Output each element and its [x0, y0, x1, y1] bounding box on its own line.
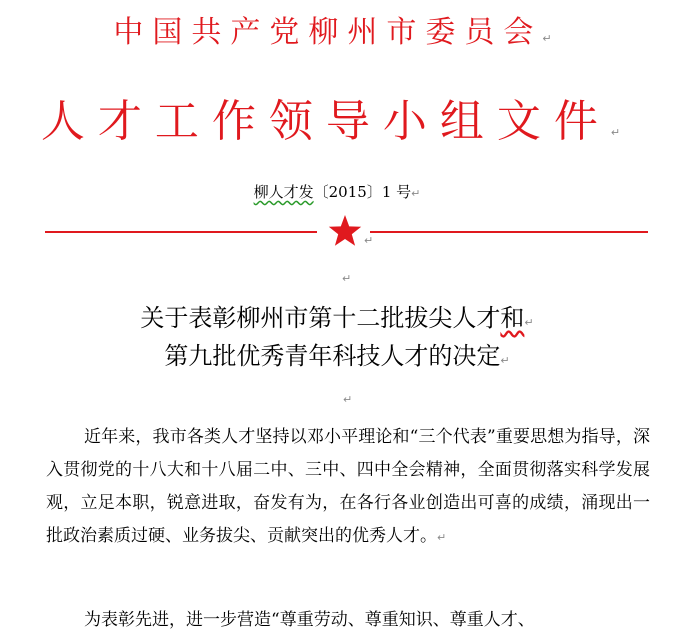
- body-paragraph: [46, 604, 650, 637]
- empty-paragraph-mark: ↵: [343, 393, 353, 406]
- body-paragraph: [46, 421, 650, 554]
- org-name: 中国共产党柳州市委员会: [113, 15, 543, 50]
- red-rule-left: [45, 231, 317, 233]
- paragraph-mark: ↵: [500, 354, 510, 367]
- paragraph-mark: ↵: [364, 234, 374, 247]
- body-paragraph-text: 为表彰先进，进一步营造“尊重劳动、尊重知识、尊重人才、: [84, 610, 535, 630]
- paragraph-mark: ↵: [542, 32, 561, 45]
- title-line2-text: 第九批优秀青年科技人才的决定: [164, 342, 501, 370]
- red-star-icon: [327, 213, 363, 249]
- paragraph-mark: ↵: [411, 187, 421, 200]
- body-paragraph-text: 近年来，我市各类人才坚持以邓小平理论和“三个代表”重要思想为指导，深入贯彻党的十八大和十八届二中、三中、四中全会精神，全面贯彻落实科学发展观，立足本职，锐意进取，奋发有为，在各行各业创造出可喜的成绩，涌现出一批政治素质过硬、业务拔尖、贡献突出的优秀人才。: [46, 427, 650, 546]
- doc-number: [0, 180, 674, 206]
- red-rule-right: [370, 231, 648, 233]
- paragraph-mark: ↵: [524, 316, 534, 329]
- doc-number-prefix: 柳人才发: [253, 183, 314, 201]
- decision-title-line2: [0, 336, 674, 381]
- doc-number-rest: 〔2015〕1 号: [313, 183, 412, 201]
- paragraph-mark: ↵: [437, 531, 447, 544]
- doc-title: 人才工作领导小组文件: [40, 96, 611, 147]
- paragraph-mark: ↵: [610, 126, 634, 139]
- org-name-header: [0, 10, 674, 62]
- empty-paragraph-mark: ↵: [342, 272, 352, 285]
- title-line1-text: 关于表彰柳州市第十二批拔尖人才: [140, 304, 501, 332]
- doc-title-header: [0, 92, 674, 163]
- spellcheck-underlined-word: 和: [500, 304, 525, 332]
